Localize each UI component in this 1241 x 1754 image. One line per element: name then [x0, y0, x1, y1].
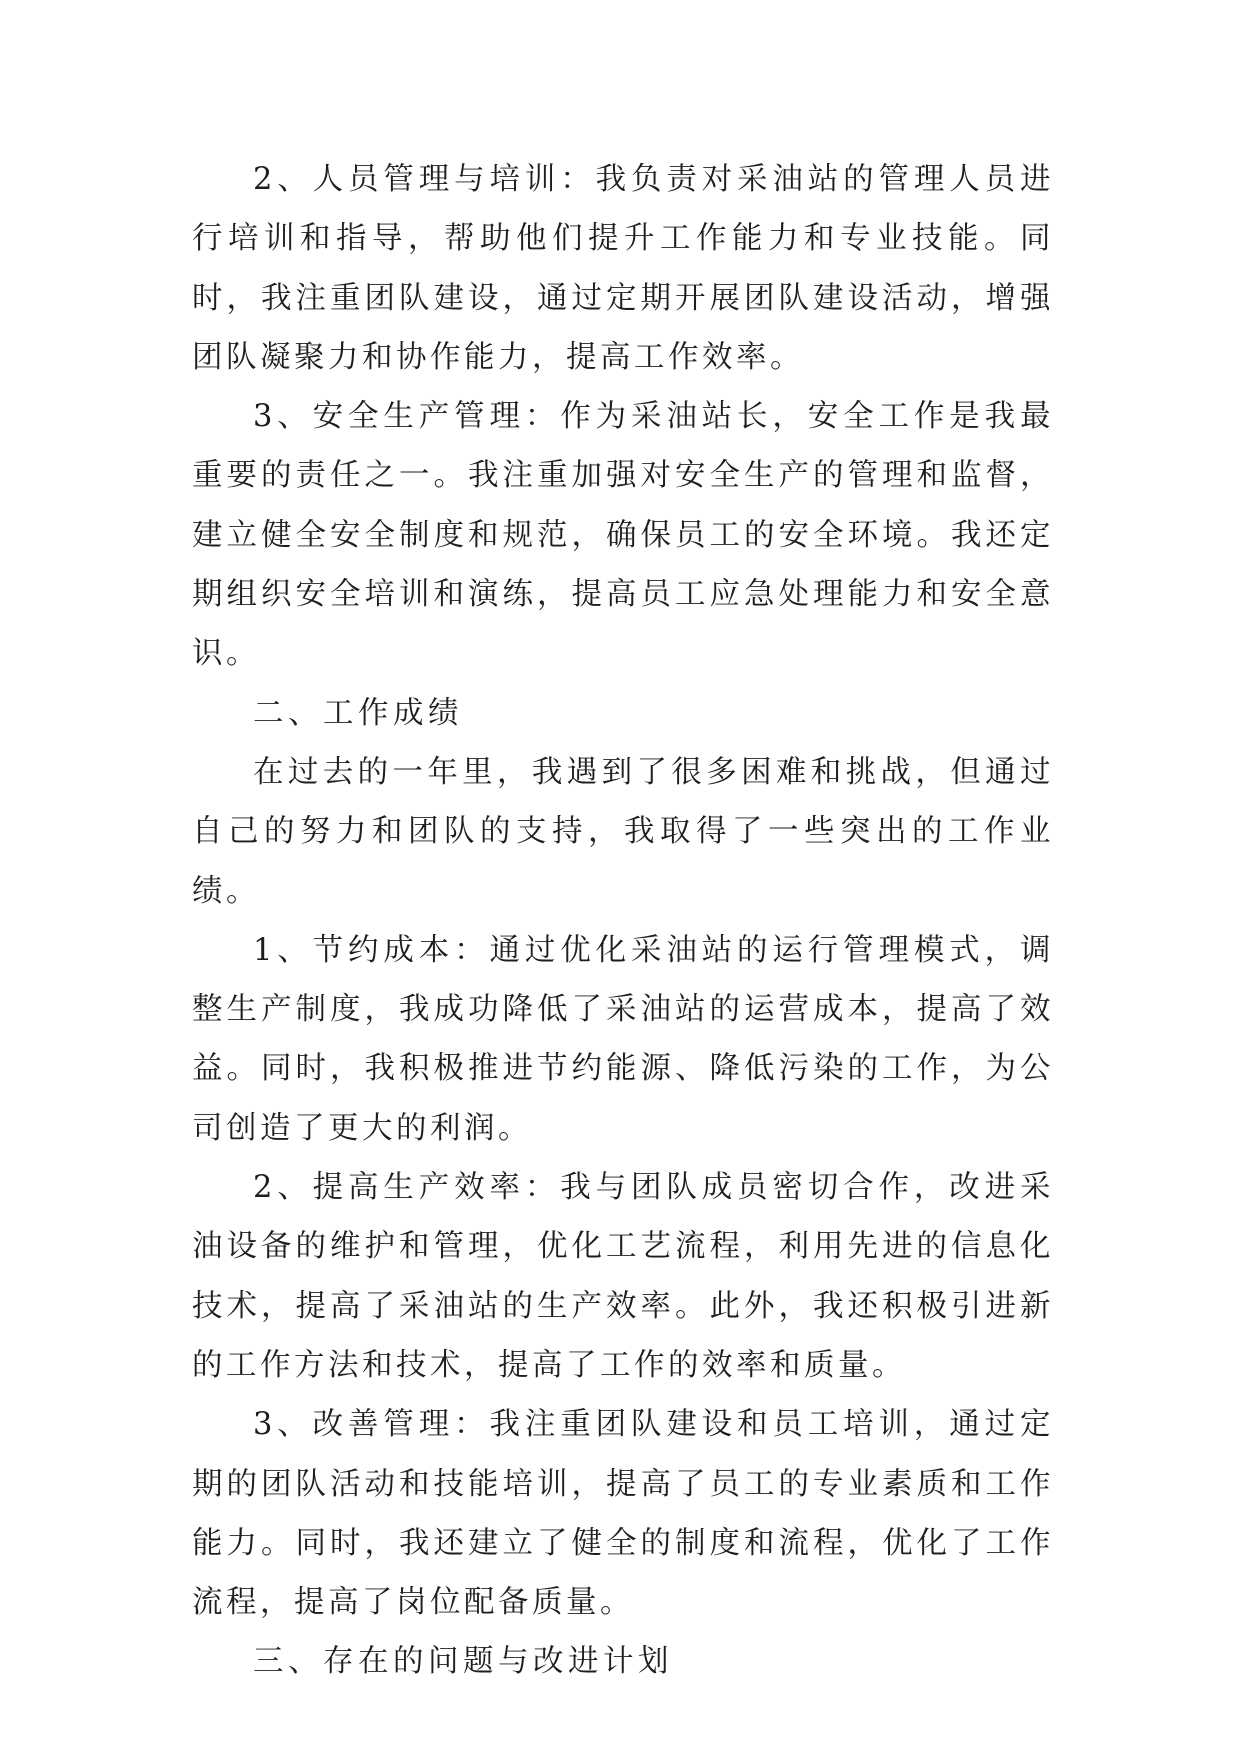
paragraph-achievements-intro: 在过去的一年里，我遇到了很多困难和挑战，但通过自己的努力和团队的支持，我取得了一些突出的工作业绩。 — [192, 754, 1054, 909]
section-heading-achievements: 二、工作成绩 — [253, 695, 463, 731]
document-page — [192, 150, 1054, 1692]
paragraph-production-efficiency: 2、提高生产效率：我与团队成员密切合作，改进采油设备的维护和管理，优化工艺流程，利用先进的信息化技术，提高了采油站的生产效率。此外，我还积极引进新的工作方法和技术，提高了工作的效率和质量。 — [192, 1170, 1054, 1383]
paragraph-safety-management: 3、安全生产管理：作为采油站长，安全工作是我最重要的责任之一。我注重加强对安全生产的管理和监督，建立健全安全制度和规范，确保员工的安全环境。我还定期组织安全培训和演练，提高员工应急处理能力和安全意识。 — [192, 399, 1054, 672]
paragraph-personnel-training: 2、人员管理与培训：我负责对采油站的管理人员进行培训和指导，帮助他们提升工作能力和专业技能。同时，我注重团队建设，通过定期开展团队建设活动，增强团队凝聚力和协作能力，提高工作效率。 — [192, 162, 1054, 375]
paragraph-cost-saving: 1、节约成本：通过优化采油站的运行管理模式，调整生产制度，我成功降低了采油站的运营成本，提高了效益。同时，我积极推进节约能源、降低污染的工作，为公司创造了更大的利润。 — [192, 932, 1054, 1146]
paragraph-management-improvement: 3、改善管理：我注重团队建设和员工培训，通过定期的团队活动和技能培训，提高了员工的专业素质和工作能力。同时，我还建立了健全的制度和流程，优化了工作流程，提高了岗位配备质量。 — [192, 1407, 1054, 1621]
section-heading-problems-plan: 三、存在的问题与改进计划 — [253, 1644, 673, 1680]
